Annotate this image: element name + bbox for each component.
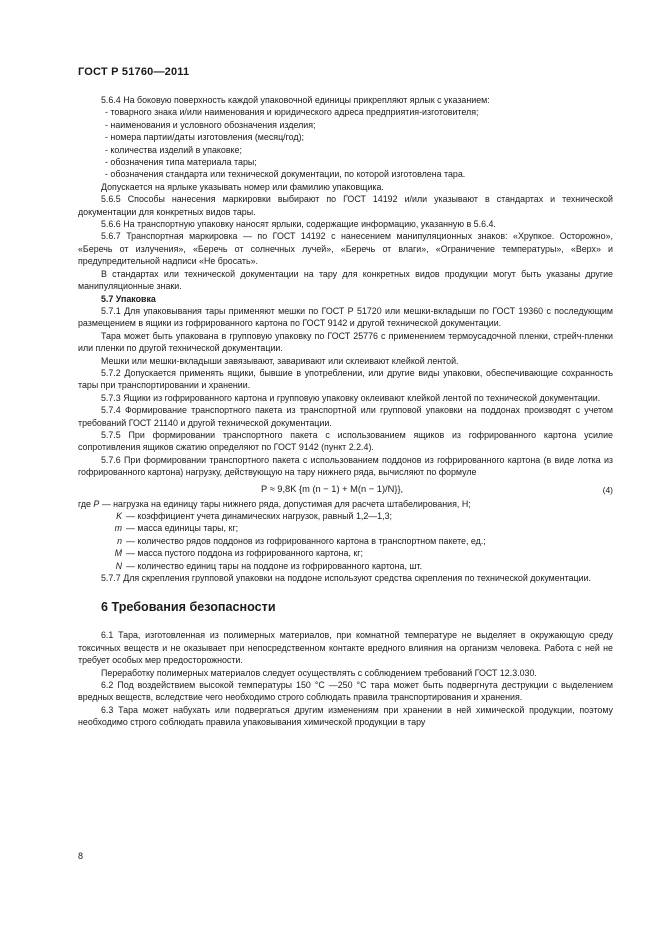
clause-5-7-3: 5.7.3 Ящики из гофрированного картона и групповую упаковку оклеивают клейкой лентой по технической документации. bbox=[101, 392, 601, 403]
list-item: - обозначения типа материала тары; bbox=[105, 157, 257, 168]
formula-4 bbox=[78, 480, 613, 498]
subsection-title-packaging: 5.7 Упаковка bbox=[101, 293, 156, 304]
clause-5-7-1: 5.7.1 Для упаковывания тары применяют мешки по ГОСТ Р 51720 или мешки-вкладыши по ГОСТ 19360 с последующим размещением в ящики из гофрированного картона по ГОСТ 9142 и другой технической документации. bbox=[78, 305, 613, 329]
legend-symbol: N bbox=[115, 560, 122, 571]
legend-symbol: M bbox=[114, 548, 122, 559]
clause-6-1-b: Переработку полимерных материалов следует осуществлять с соблюдением требований ГОСТ 12.3.030. bbox=[101, 667, 537, 678]
formula-expression: P ≈ 9,8K {m (n − 1) + M(n − 1)/N}}, bbox=[261, 483, 404, 494]
legend-row bbox=[78, 510, 613, 522]
legend-row bbox=[78, 498, 613, 510]
legend-row bbox=[78, 522, 613, 534]
clause-5-6-7: 5.6.7 Транспортная маркировка — по ГОСТ 14192 с нанесением манипуляционных знаков: «Хрупкое. Осторожно», «Беречь от излучения», «Беречь от солнечных лучей», «Беречь от влаги», «Ограничение температуры», «Верх» и предупредительной надписи «Не бросать». bbox=[78, 231, 613, 267]
clause-5-7-7: 5.7.7 Для скрепления групповой упаковки на поддоне используют средства скрепления по технической документации. bbox=[101, 573, 591, 584]
clause-5-7-2: 5.7.2 Допускается применять ящики, бывшие в употреблении, или другие виды упаковки, обеспечивающие сохранность тары при транспортировании и хранении. bbox=[78, 367, 613, 391]
clause-5-6-7-note: В стандартах или технической документации на тару для конкретных видов продукции могут быть указаны другие манипуляционные знаки. bbox=[78, 268, 613, 292]
clause-6-1: 6.1 Тара, изготовленная из полимерных материалов, при комнатной температуре не выделяет в окружающую среду токсичных веществ и не оказывает при непосредственном контакте вредного влияния на организм человека. Работа с ней не требует особых мер предосторожности. bbox=[78, 630, 613, 666]
legend-prefix: где bbox=[78, 498, 91, 509]
legend-symbol: K bbox=[116, 511, 122, 521]
legend-description: — масса пустого поддона из гофрированного картона, кг; bbox=[126, 548, 364, 559]
clause-5-6-4: 5.6.4 На боковую поверхность каждой упаковочной единицы прикрепляют ярлык с указанием: bbox=[101, 95, 490, 105]
clause-6-2: 6.2 Под воздействием высокой температуры 150 °С —250 °С тара может быть подвергнута деструкции с выделением вредных веществ, вследствие чего необходимо строго соблюдать правила транспортирования и хранения. bbox=[78, 680, 613, 703]
legend-symbol: m bbox=[114, 523, 122, 534]
list-item: - количества изделий в упаковке; bbox=[105, 144, 242, 155]
legend-row bbox=[78, 560, 613, 572]
page-number: 8 bbox=[78, 851, 84, 861]
clause-5-6-4-note: Допускается на ярлыке указывать номер или фамилию упаковщика. bbox=[101, 181, 384, 192]
list-item: - номера партии/даты изготовления (месяц/год); bbox=[105, 132, 305, 143]
section-title-safety: 6 Требования безопасности bbox=[101, 600, 276, 615]
document-header: ГОСТ Р 51760—2011 bbox=[78, 66, 190, 78]
legend-row bbox=[78, 535, 613, 547]
clause-6-3: 6.3 Тара может набухать или подвергаться другим изменениям при хранении в ней химической продукции, поэтому необходимо строго соблюдать правила упаковывания химической продукции в тару bbox=[78, 704, 613, 728]
page-body bbox=[78, 94, 613, 729]
legend-description: — нагрузка на единицу тары нижнего ряда, допустимая для расчета штабелирования, Н; bbox=[101, 498, 471, 509]
clause-5-7-5: 5.7.5 При формировании транспортного пакета с использованием ящиков из гофрированного картона усилие сопротивления ящиков сжатию определяют по ГОСТ 9142 (пункт 2.2.4). bbox=[78, 429, 613, 453]
clause-5-7-4: 5.7.4 Формирование транспортного пакета из транспортной или групповой упаковки на поддонах производят с учетом требований ГОСТ 21140 и другой технической документации. bbox=[78, 405, 613, 428]
clause-5-7-6: 5.7.6 При формировании транспортного пакета с использованием поддонов из гофрированного картона (в виде лотка из гофрированного картона) нагрузку, действующую на тару нижнего ряда, вычисляют по формуле bbox=[78, 454, 613, 478]
clause-5-6-6: 5.6.6 На транспортную упаковку наносят ярлыки, содержащие информацию, указанную в 5.6.4. bbox=[101, 219, 496, 230]
formula-number: (4) bbox=[602, 484, 613, 495]
list-item: - обозначения стандарта или технической документации, по которой изготовлена тара. bbox=[105, 169, 466, 180]
legend-description: — количество рядов поддонов из гофрированного картона в транспортном пакете, ед.; bbox=[126, 535, 486, 546]
list-item: - наименования и условного обозначения изделия; bbox=[105, 119, 316, 130]
legend-description: — масса единицы тары, кг; bbox=[126, 523, 239, 534]
legend-description: — количество единиц тары на поддоне из гофрированного картона, шт. bbox=[126, 560, 423, 571]
legend-row bbox=[78, 547, 613, 559]
list-item: - товарного знака и/или наименования и юридического адреса предприятия-изготовителя; bbox=[105, 107, 479, 118]
legend-description: — коэффициент учета динамических нагрузок, равный 1,2—1,3; bbox=[126, 511, 392, 521]
legend-symbol: P bbox=[93, 498, 100, 509]
legend-symbol: n bbox=[117, 535, 122, 546]
clause-5-6-5: 5.6.5 Способы нанесения маркировки выбирают по ГОСТ 14192 и/или указывают в стандартах и технической документации для конкретных видов тары. bbox=[78, 194, 613, 217]
clause-5-7-1-c: Мешки или мешки-вкладыши завязывают, заваривают или склеивают клейкой лентой. bbox=[101, 355, 459, 366]
clause-5-7-1-b: Тара может быть упакована в групповую упаковку по ГОСТ 25776 с применением термоусадочной пленки, стрейч-пленки или пленки по другой технической документации. bbox=[78, 330, 613, 354]
